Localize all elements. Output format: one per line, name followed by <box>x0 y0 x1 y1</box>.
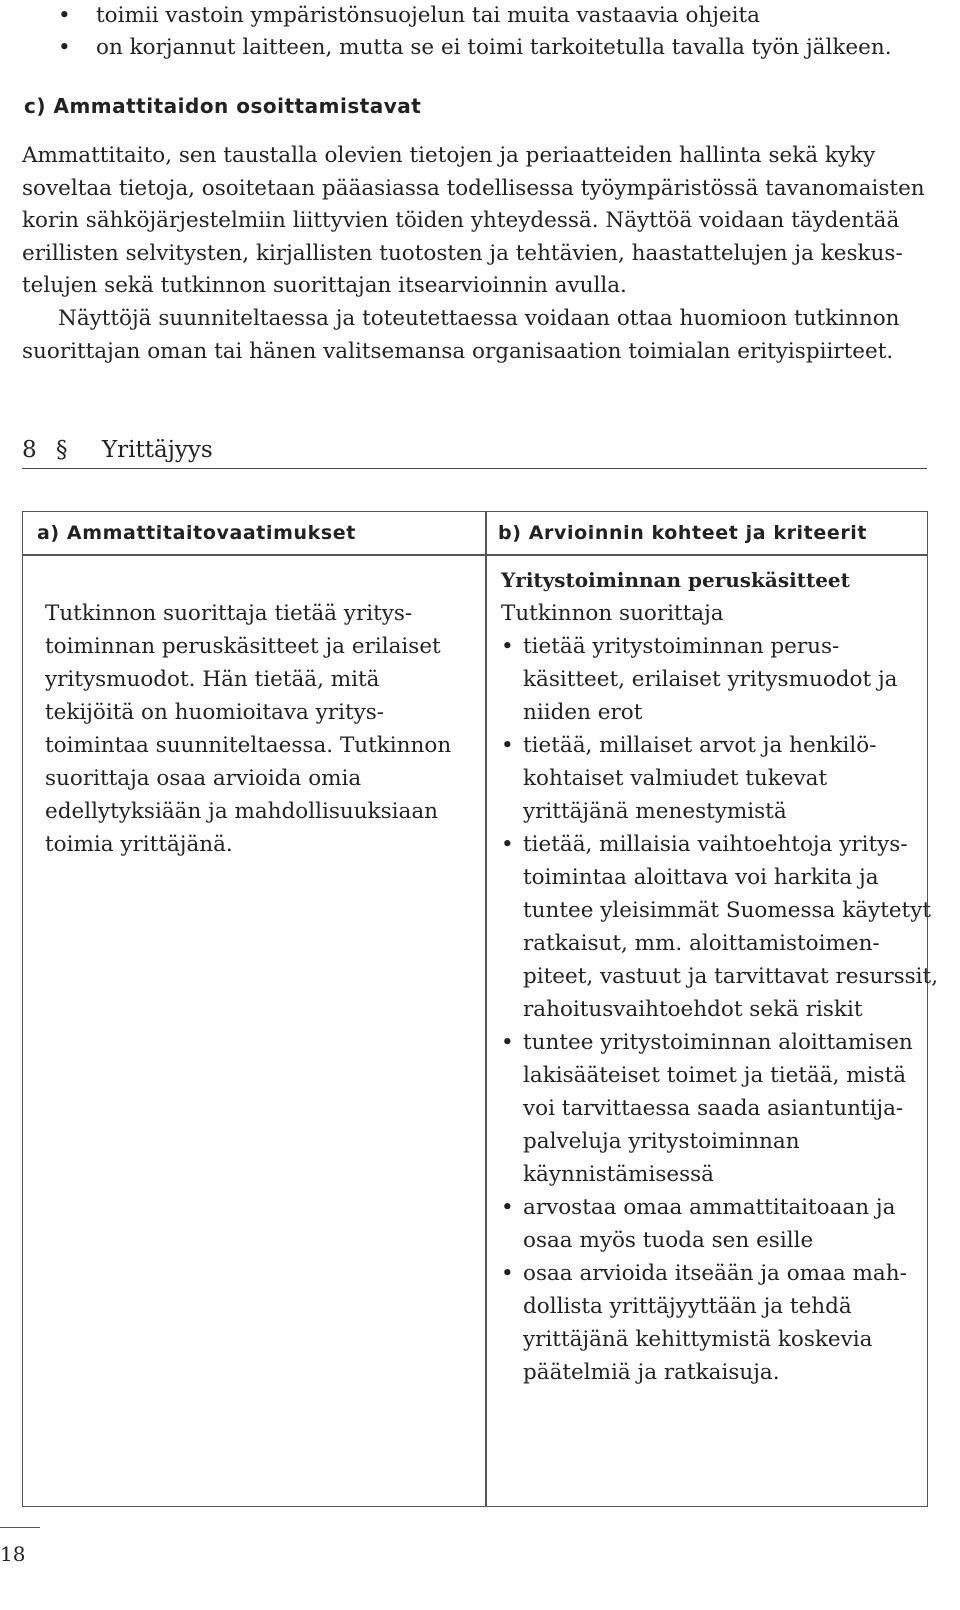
text-line: • tietää, millaiset arvot ja henkilö- <box>523 733 877 758</box>
text-line: • osaa arvioida itseään ja omaa mah- <box>523 1261 907 1286</box>
text-line: päätelmiä ja ratkaisuja. <box>523 1360 780 1385</box>
column-a-header: a) Ammattitaitovaatimukset <box>37 522 356 544</box>
text-line: dollista yrittäjyyttään ja tehdä <box>523 1294 852 1319</box>
section-heading <box>22 433 927 469</box>
criteria-title: Yritystoiminnan peruskäsitteet <box>501 568 850 592</box>
body-paragraphs <box>22 140 925 368</box>
text-line: tuntee yleisimmät Suomessa käytetyt <box>523 898 931 923</box>
paragraph-line: korin sähköjärjestelmiin liittyvien töiden yhteydessä. Näyttöä voidaan täydentää <box>22 208 900 234</box>
top-bullet-item: • toimii vastoin ympäristönsuojelun tai muita vastaavia ohjeita <box>58 0 892 32</box>
text-line: yrittäjänä kehittymistä koskevia <box>523 1327 873 1352</box>
text-line: käsitteet, erilaiset yritysmuodot ja <box>523 667 898 692</box>
text-line: käynnistämisessä <box>523 1162 714 1187</box>
paragraph-line: Ammattitaito, sen taustalla olevien tietojen ja periaatteiden hallinta sekä kyky <box>22 143 876 168</box>
text-line: toiminnan peruskäsitteet ja erilaiset <box>45 634 441 659</box>
text-line: suorittaja osaa arvioida omia <box>45 766 362 791</box>
text-line: osaa myös tuoda sen esille <box>523 1228 814 1253</box>
header-rule <box>23 554 927 556</box>
text-line: piteet, vastuut ja tarvittavat resurssit, <box>523 964 939 989</box>
text-line: voi tarvittaessa saada asiantuntija- <box>523 1096 904 1121</box>
text-line: • tietää yritystoiminnan perus- <box>523 634 840 659</box>
text-line: edellytyksiään ja mahdollisuuksiaan <box>45 799 439 824</box>
text-line: • arvostaa omaa ammattitaitoaan ja <box>523 1195 896 1220</box>
text-line: • tietää, millaisia vaihtoehtoja yritys- <box>523 832 908 857</box>
paragraph-2 <box>22 303 922 368</box>
criteria-intro: Tutkinnon suorittaja <box>501 601 724 626</box>
paragraph-line: telujen sekä tutkinnon suorittajan itsearvioinnin avulla. <box>22 273 627 299</box>
criteria-item <box>501 828 939 1026</box>
criteria-list <box>501 630 939 1389</box>
text-line: Tutkinnon suorittaja tietää yritys- <box>45 601 413 626</box>
text-line: yrittäjänä menestymistä <box>523 799 787 824</box>
text-line: lakisääteiset toimet ja tietää, mistä <box>523 1063 907 1088</box>
text-line: tekijöitä on huomioitava yritys- <box>45 700 385 725</box>
paragraph-line: suorittajan oman tai hänen valitsemansa organisaation toimialan erityispiirteet. <box>22 338 894 364</box>
section-number: 8 <box>22 437 37 463</box>
criteria-item <box>501 1257 926 1389</box>
text-line: toimintaa aloittava voi harkita ja <box>523 865 879 890</box>
criteria-item <box>501 630 926 729</box>
text-line: palveluja yritystoiminnan <box>523 1129 800 1154</box>
criteria-item <box>501 1026 926 1191</box>
text-line: rahoitusvaihtoehdot sekä riskit <box>523 997 863 1022</box>
section-symbol: § <box>56 437 68 463</box>
paragraph-1 <box>22 140 925 303</box>
criteria-item <box>501 1191 926 1257</box>
section-title: Yrittäjyys <box>102 437 213 463</box>
paragraph-line: Näyttöjä suunniteltaessa ja toteutettaessa voidaan ottaa huomioon tutkinnon <box>58 305 900 331</box>
criteria-table <box>22 511 939 1507</box>
text-line: niiden erot <box>523 700 643 725</box>
text-line: • tuntee yritystoiminnan aloittamisen <box>523 1030 913 1055</box>
paragraph-line: soveltaa tietoja, osoitetaan pääasiassa todellisessa työympäristössä tavanomaisten <box>22 175 925 201</box>
text-line: toimia yrittäjänä. <box>45 832 233 857</box>
column-b-header: b) Arvioinnin kohteet ja kriteerit <box>498 522 868 544</box>
text-line: yritysmuodot. Hän tietää, mitä <box>45 667 380 692</box>
column-a-text <box>45 597 465 861</box>
column-b-content <box>501 564 939 1389</box>
top-bullet-item: • on korjannut laitteen, mutta se ei toimi tarkoitetulla tavalla työn jälkeen. <box>58 32 892 64</box>
subheading: c) Ammattitaidon osoittamistavat <box>24 94 422 118</box>
text-line: kohtaiset valmiudet tukevat <box>523 766 828 791</box>
paragraph-line: erillisten selvitysten, kirjallisten tuotosten ja tehtävien, haastattelujen ja keskus- <box>22 240 903 266</box>
criteria-item <box>501 729 926 828</box>
top-bullet-list <box>58 0 892 64</box>
text-line: ratkaisut, mm. aloittamistoimen- <box>523 931 880 956</box>
page-number: 18 <box>0 1542 26 1566</box>
text-line: toimintaa suunniteltaessa. Tutkinnon <box>45 733 452 758</box>
page-number-rule <box>0 1527 40 1528</box>
column-divider <box>485 512 487 1506</box>
